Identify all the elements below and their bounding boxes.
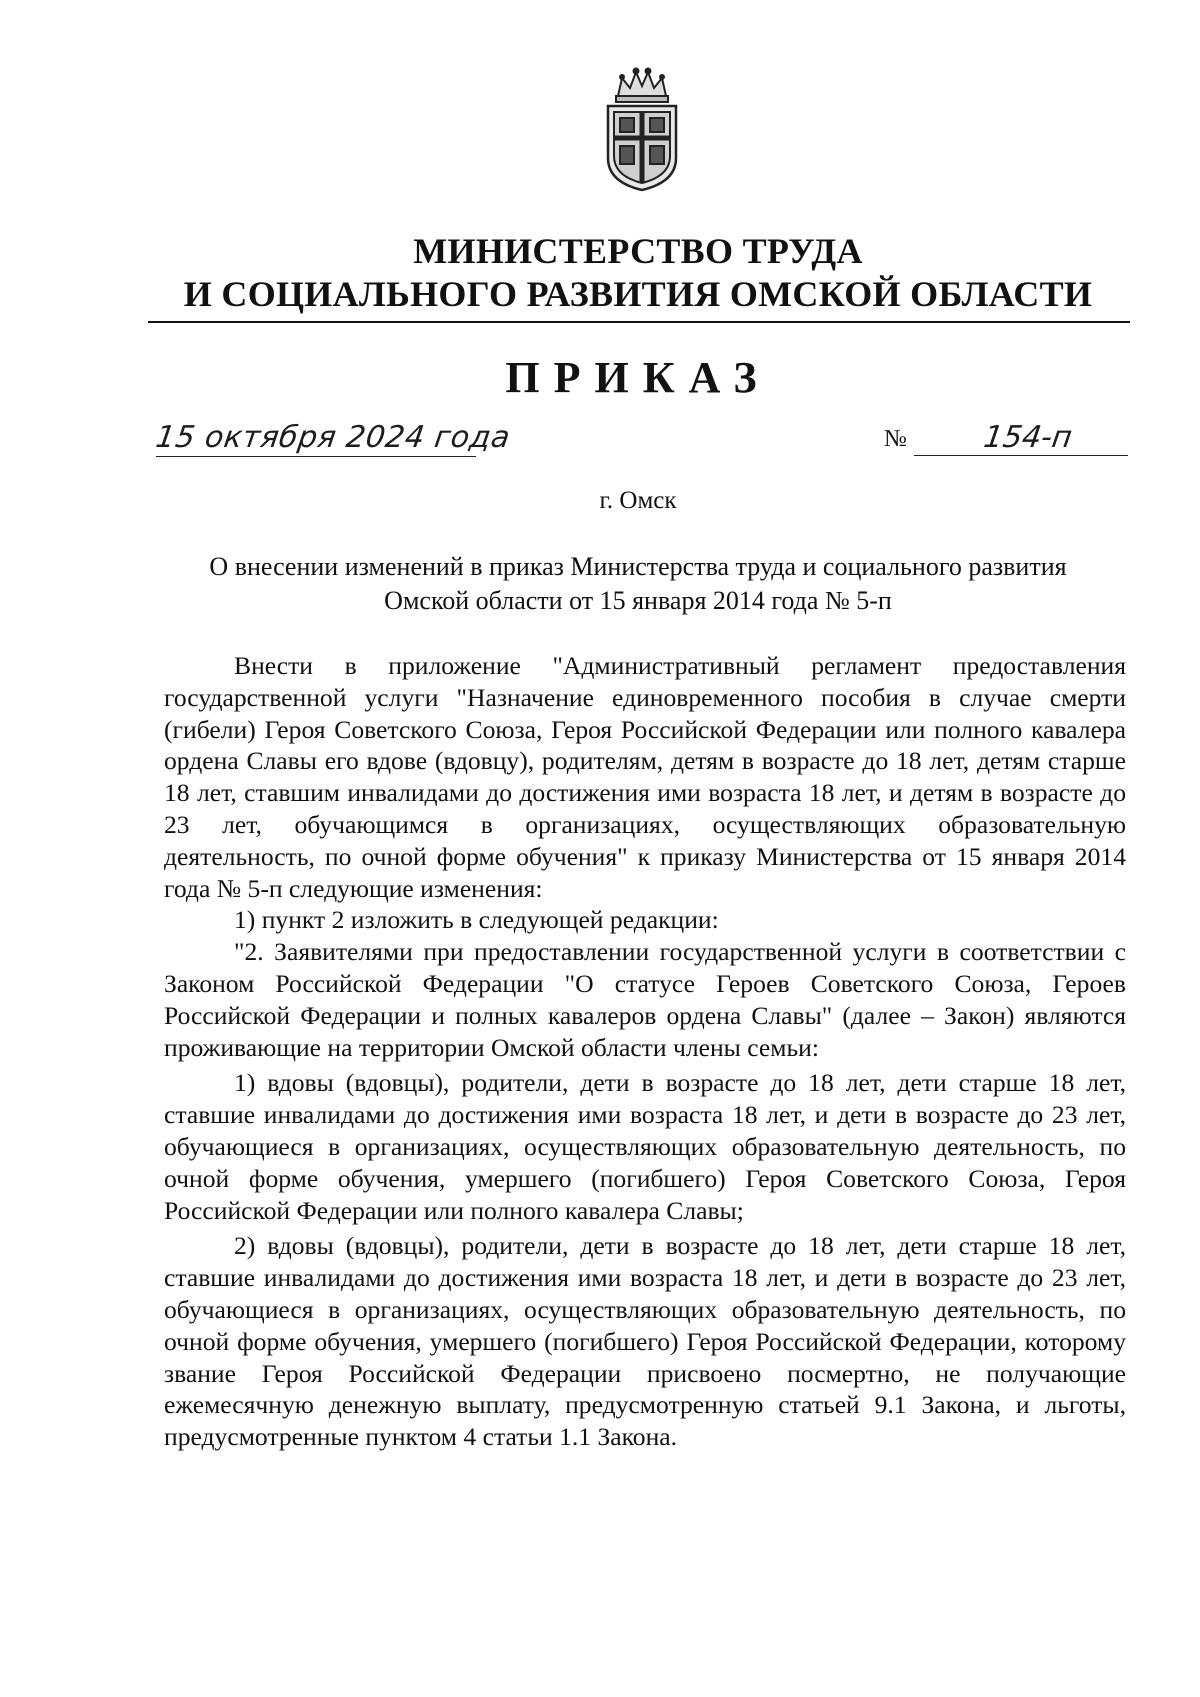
header-divider <box>148 321 1130 323</box>
document-subject <box>148 550 1128 618</box>
subject-line1: О внесении изменений в приказ Министерства труда и социального развития <box>209 552 1067 581</box>
body-paragraph-intro: Внести в приложение "Административный регламент предоставления государственной услуги "Назначение единовременного пособия в случае смерти (гибели) Героя Советского Союза, Героя Российской Федерации или полного кавалера ордена Славы его вдове (вдовцу), родителям, детям в возрасте до 18 лет, детям старше 18 лет, ставшим инвалидами до достижения ими возраста 18 лет, и детям в возрасте до 23 лет, обучающимся в организациях, осуществляющих образовательную деятельность, по очной форме обучения" к приказу Министерства от 15 января 2014 года № 5-п следующие изменения: <box>164 651 1126 903</box>
date-underline <box>156 456 476 457</box>
body-paragraph-subitem1: 1) вдовы (вдовцы), родители, дети в возрасте до 18 лет, дети старше 18 лет, ставшие инвалидами до достижения ими возраста 18 лет, и дети в возрасте до 23 лет, обучающиеся в организациях, осуществляющих образовательную деятельность, по очной форме обучения, умершего (погибшего) Героя Советского Союза, Героя Российской Федерации или полного кавалера Славы; <box>164 1068 1126 1225</box>
number-underline <box>914 455 1128 456</box>
number-label: № <box>884 426 907 452</box>
handwritten-number: 154-п <box>981 420 1075 455</box>
handwritten-date: 15 октября 2024 года <box>153 420 513 455</box>
ministry-title-line1: МИНИСТЕРСТВО ТРУДА <box>413 231 863 271</box>
body-paragraph-clause2: "2. Заявителями при предоставлении государственной услуги в соответствии с Законом Российской Федерации "О статусе Героев Советского Союза, Героев Российской Федерации и полных кавалеров ордена Славы" (далее – Закон) являются проживающие на территории Омской области члены семьи: <box>164 937 1126 1062</box>
city-line: г. Омск <box>599 487 677 514</box>
coat-of-arms-icon <box>596 66 688 194</box>
ministry-title-line2: И СОЦИАЛЬНОГО РАЗВИТИЯ ОМСКОЙ ОБЛАСТИ <box>183 274 1093 314</box>
body-paragraph-item1: 1) пункт 2 изложить в следующей редакции: <box>234 905 719 935</box>
document-body <box>164 650 1126 1453</box>
body-paragraph-subitem2: 2) вдовы (вдовцы), родители, дети в возрасте до 18 лет, дети старше 18 лет, ставшие инвалидами до достижения ими возраста 18 лет, и дети в возрасте до 23 лет, обучающиеся в организациях, осуществляющих образовательную деятельность, по очной форме обучения, умершего (погибшего) Героя Российской Федерации, которому звание Героя Российской Федерации присвоено посмертно, не получающие ежемесячную денежную выплату, предусмотренную статьей 9.1 Закона, и льготы, предусмотренные пунктом 4 статьи 1.1 Закона. <box>164 1231 1126 1452</box>
ministry-title <box>148 230 1128 316</box>
document-type-heading: ПРИКАЗ <box>505 353 771 402</box>
subject-line2: Омской области от 15 января 2014 года № 5-п <box>384 586 892 615</box>
